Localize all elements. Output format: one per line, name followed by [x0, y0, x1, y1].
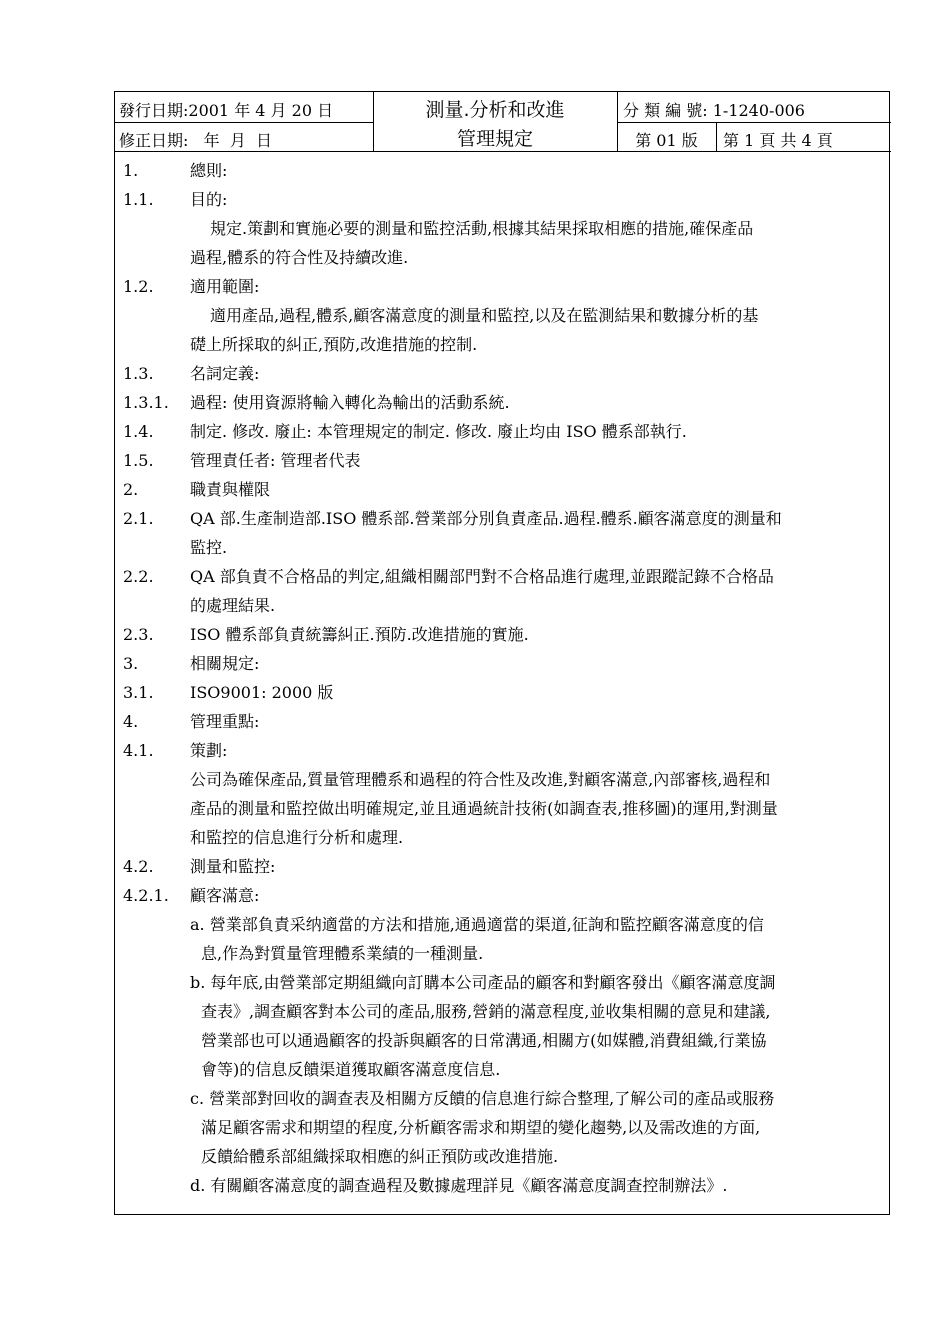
list-item-b: b. 每年底,由營業部定期組織向訂購本公司產品的顧客和對顧客發出《顧客滿意度調: [190, 973, 776, 992]
list-item-c: c. 營業部對回收的調查表及相關方反饋的信息進行綜合整理,了解公司的產品或服務: [190, 1089, 775, 1108]
section-row: 2.1. QA 部.生產制造部.ISO 體系部.營業部分別負責產品.過程.體系.顧客滿意度的測量和: [123, 509, 782, 528]
list-item-b-continued: 會等)的信息反饋渠道獲取顧客滿意度信息.: [201, 1060, 501, 1079]
paragraph-line: 適用產品,過程,體系,顧客滿意度的測量和監控,以及在監測結果和數據分析的基: [210, 306, 759, 325]
section-row: 3. 相關規定:: [123, 654, 260, 673]
issue-date: 發行日期:2001 年 4 月 20 日: [119, 101, 334, 120]
version-number: 第 01 版: [635, 131, 698, 150]
document-title: 測量.分析和改進: [425, 99, 565, 121]
section-row: 4.2. 測量和監控:: [123, 857, 276, 876]
list-item-c-continued: 反饋給體系部組織採取相應的糾正預防或改進措施.: [201, 1147, 559, 1166]
page-number: 第 1 頁 共 4 頁: [723, 131, 833, 150]
paragraph-line: 和監控的信息進行分析和處理.: [190, 828, 404, 847]
section-row: 1.5. 管理責任者: 管理者代表: [123, 451, 361, 470]
paragraph-line: 礎上所採取的糾正,預防,改進措施的控制.: [190, 335, 478, 354]
paragraph-line: 產品的測量和監控做出明確規定,並且通過統計技術(如調查表,推移圖)的運用,對測量: [190, 799, 778, 818]
classification-number: 分 類 編 號: 1-1240-006: [623, 101, 805, 120]
document-header-table: [115, 92, 891, 152]
section-row: 1.4. 制定. 修改. 廢止: 本管理規定的制定. 修改. 廢止均由 ISO 體系部執行.: [123, 422, 687, 441]
list-item-c-continued: 滿足顧客需求和期望的程度,分析顧客需求和期望的變化趨勢,以及需改進的方面,: [201, 1118, 761, 1137]
section-row: 2. 職責與權限: [123, 480, 271, 499]
list-item-a-continued: 息,作為對質量管理體系業績的一種測量.: [201, 944, 484, 963]
section-row: 1.3.1. 過程: 使用資源將輸入轉化為輸出的活動系統.: [123, 393, 510, 412]
paragraph-line: 規定.策劃和實施必要的測量和監控活動,根據其結果採取相應的措施,確保產品: [210, 219, 754, 238]
list-item-d: d. 有關顧客滿意度的調查過程及數據處理詳見《顧客滿意度調查控制辦法》.: [190, 1176, 728, 1195]
list-item-b-continued: 查表》,調查顧客對本公司的產品,服務,營銷的滿意程度,並收集相關的意見和建議,: [201, 1002, 771, 1021]
section-row: 4.1. 策劃:: [123, 741, 228, 760]
revision-date: 修正日期: 年 月 日: [119, 131, 272, 150]
document-subtitle: 管理規定: [456, 128, 533, 150]
section-row: 2.3. ISO 體系部負責統籌糾正.預防.改進措施的實施.: [123, 625, 529, 644]
list-item-b-continued: 營業部也可以通過顧客的投訴與顧客的日常溝通,相關方(如媒體,消費組織,行業協: [201, 1031, 767, 1050]
section-row: 1.3. 名詞定義:: [123, 364, 260, 383]
paragraph-line: 監控.: [190, 538, 228, 557]
paragraph-line: 公司為確保產品,質量管理體系和過程的符合性及改進,對顧客滿意,內部審核,過程和: [190, 770, 771, 789]
paragraph-line: 的處理結果.: [190, 596, 276, 615]
document-frame: [114, 91, 890, 1215]
section-row: 1.2. 適用範圍:: [123, 277, 260, 296]
section-row: 1.1. 目的:: [123, 190, 228, 209]
paragraph-line: 過程,體系的符合性及持續改進.: [190, 248, 409, 267]
list-item-a: a. 營業部負責采纳適當的方法和措施,通過適當的渠道,征詢和監控顧客滿意度的信: [190, 915, 764, 934]
section-row: 4. 管理重點:: [123, 712, 260, 731]
section-row: 1. 總則:: [123, 161, 228, 180]
section-row: 2.2. QA 部負責不合格品的判定,組織相關部門對不合格品進行處理,並跟蹤記錄不合格品: [123, 567, 774, 586]
section-row: 4.2.1. 顧客滿意:: [123, 886, 260, 905]
section-row: 3.1. ISO9001: 2000 版: [123, 683, 334, 702]
